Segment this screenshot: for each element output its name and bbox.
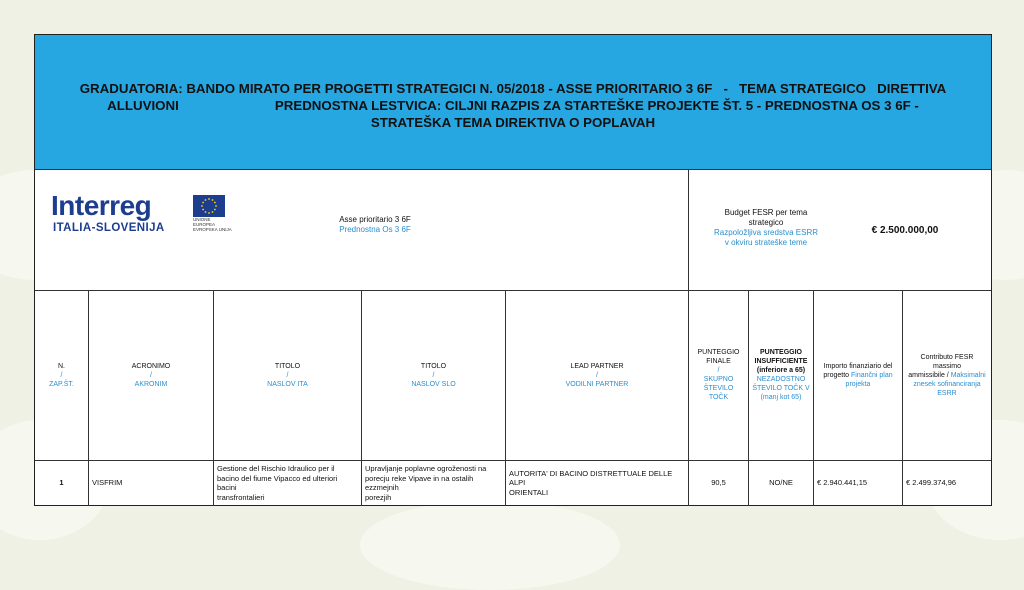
budget-amount: € 2.500.000,00	[871, 225, 939, 236]
header-text: LEAD PARTNER	[570, 362, 624, 370]
header-max-contribution	[903, 290, 991, 460]
logo-subtitle: ITALIA-SLOVENIJA	[53, 222, 165, 234]
column-divider	[688, 170, 689, 290]
row-number: 1	[35, 460, 89, 506]
logo-wordmark: Interreg	[51, 190, 152, 221]
banner-line: GRADUATORIA: BANDO MIRATO PER PROGETTI STRATEGICI N. 05/2018 - ASSE PRIORITARIO 3 6F - TEMA STRATEGICO DIRETTIVA	[79, 80, 947, 96]
header-lead-partner	[506, 290, 689, 460]
header-insufficient-score	[749, 290, 814, 460]
row-text: porezjih	[365, 492, 392, 502]
header-final-score	[689, 290, 749, 460]
header-title-sl	[362, 290, 506, 460]
header-text: (inferiore a 65)	[756, 367, 806, 374]
header-text-sl: NEZADOSTNO	[756, 376, 806, 383]
header-text-sl: SKUPNO ŠTEVILO	[703, 376, 734, 392]
row-insufficient: NO/NE	[749, 460, 814, 506]
header-text: Importo finanziario del	[823, 362, 893, 370]
row-text: porecju reke Vipave in na ostalih	[365, 473, 474, 483]
row-text: ORIENTALI	[509, 487, 549, 497]
row-text: AUTORITA' DI BACINO DISTRETTUALE DELLE ALPI	[509, 468, 673, 488]
row-text: Upravljanje poplavne ogroženosti na	[365, 464, 487, 473]
header-text: Contributo FESR massimo	[920, 353, 974, 370]
header-text: PUNTEGGIO	[759, 349, 802, 356]
table-row	[35, 460, 991, 506]
budget-label-it: strategico	[748, 218, 784, 227]
row-text: bacino del fiume Vipacco ed ulteriori	[217, 473, 338, 483]
header-text-sl: NASLOV ITA	[267, 380, 308, 388]
row-acronym: VISFRIM	[89, 460, 214, 506]
header-text-sl: znesek sofinanciranja	[913, 380, 981, 388]
row-title-it	[214, 460, 362, 506]
budget-label	[691, 208, 841, 248]
row-text: transfrontalieri	[217, 492, 265, 502]
header-separator: /	[150, 371, 152, 379]
ranking-table	[34, 34, 992, 506]
header-acronym	[89, 290, 214, 460]
header-separator: /	[60, 371, 63, 379]
row-text: Gestione del Rischio Idraulico per il	[217, 464, 335, 473]
header-text-sl: VODILNI PARTNER	[565, 380, 629, 388]
header-text-sl: Finančni plan	[851, 371, 893, 379]
budget-label-it: Budget FESR per tema	[724, 208, 808, 217]
row-text: bacini	[217, 483, 237, 492]
eu-caption: UNIONE EUROPEA EVROPSKA UNIJA	[193, 217, 232, 232]
background-watermark	[360, 500, 620, 590]
budget-label-sl: v okviru strateške teme	[724, 238, 808, 247]
info-row	[35, 170, 991, 291]
header-separator: /	[717, 367, 720, 374]
header-text: TITOLO	[274, 362, 301, 370]
row-lead-partner	[506, 460, 689, 506]
interreg-logo	[51, 190, 241, 270]
header-text-sl: ŠTEVILO TOČK V	[752, 385, 810, 392]
header-separator: /	[286, 371, 289, 379]
row-text: ezzmejnih	[365, 483, 399, 492]
header-text: progetto	[823, 371, 850, 379]
budget-label-sl: Razpoložljiva sredstva ESRR	[713, 228, 819, 237]
header-text: INSUFFICIENTE	[754, 358, 808, 365]
row-amount: € 2.940.441,15	[814, 460, 903, 506]
priority-axis	[315, 215, 435, 235]
header-text-sl: projekta	[845, 380, 871, 388]
eu-flag-icon	[193, 195, 225, 217]
header-text: PUNTEGGIO	[697, 349, 740, 356]
header-text: N.	[58, 362, 65, 370]
header-number	[35, 290, 89, 460]
header-title-it	[214, 290, 362, 460]
row-title-sl	[362, 460, 506, 506]
axis-it: Asse prioritario 3 6F	[339, 215, 411, 224]
header-separator: /	[432, 371, 435, 379]
title-banner	[35, 35, 991, 170]
header-text: FINALE	[706, 358, 731, 365]
header-text-sl: NASLOV SLO	[411, 380, 456, 388]
header-text-sl: Maksimalni	[950, 371, 986, 379]
header-text: ammissibile /	[908, 371, 949, 379]
header-text-sl: TOČK	[708, 394, 729, 401]
row-contribution: € 2.499.374,96	[906, 478, 957, 488]
header-separator: /	[596, 371, 598, 379]
row-score: 90,5	[689, 460, 749, 506]
table-header-row	[35, 290, 991, 461]
header-text-sl: AKRONIM	[134, 380, 168, 388]
header-text-sl: (manj kot 65)	[760, 394, 802, 401]
header-project-amount	[814, 290, 903, 460]
header-text-sl: ZAP.ŠT.	[49, 380, 74, 388]
banner-line: ALLUVIONI PREDNOSTNA LESTVICA: CILJNI RAZPIS ZA STARTEŠKE PROJEKTE ŠT. 5 - PREDNOSTNA OS 3 6F -	[107, 97, 919, 113]
header-text: ACRONIMO	[131, 362, 171, 370]
header-text: TITOLO	[420, 362, 447, 370]
header-text-sl: ESRR	[937, 389, 957, 397]
axis-sl: Prednostna Os 3 6F	[339, 225, 411, 234]
banner-line: STRATEŠKA TEMA DIREKTIVA O POPLAVAH	[370, 114, 656, 130]
